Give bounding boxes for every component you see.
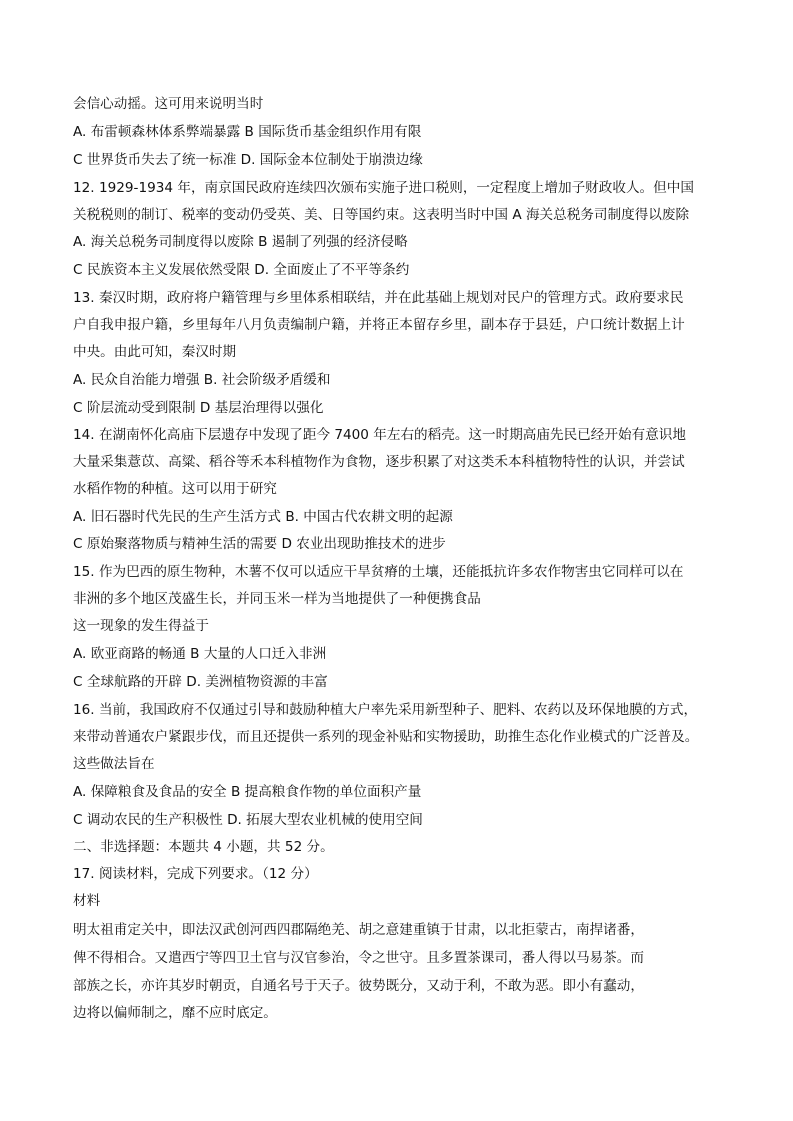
question-15: 15. 作为巴西的原生物种，木薯不仅可以适应干旱贫瘠的土壤，还能抵抗许多农作物害虫它同样可以在 [73,564,684,580]
question-12: 12. 1929-1934 年，南京国民政府连续四次颁布实施子进口税则，一定程度上增加子财政收人。但中国 [73,180,694,196]
option-line: A. 布雷顿森林体系弊端暴露 B 国际货币基金组织作用有限 [73,124,422,140]
text-line: 会信心动摇。这可用来说明当时 [73,96,264,112]
text-line: 水稻作物的种植。这可以用于研究 [73,481,277,497]
text-line: 来带动普通农户紧跟步伐，而且还提供一系列的现金补贴和实物援助，助推生态化作业模式的广泛普及。 [73,729,699,745]
material-label: 材料 [73,893,101,909]
material-text-line: 边将以偏师制之，靡不应时底定。 [73,1005,277,1021]
option-line: C 民族资本主义发展依然受限 D. 全面废止了不平等条约 [73,262,410,278]
text-line: 大量采集薏苡、高粱、稻谷等禾本科植物作为食物，逐步积累了对这类禾本科植物特性的认识，并尝试 [73,454,685,470]
section-heading: 二、非选择题：本题共 4 小题，共 52 分。 [73,839,334,855]
material-text-line: 明太祖甫定关中，即法汉武创河西四郡隔绝羌、胡之意建重镇于甘肃，以北拒蒙古，南捍诸番， [73,922,644,938]
option-line: C 全球航路的开辟 D. 美洲植物资源的丰富 [73,674,328,690]
option-line: A. 保障粮食及食品的安全 B 提高粮食作物的单位面积产量 [73,784,422,800]
question-14: 14. 在湖南怀化高庙下层遗存中发现了距今 7400 年左右的稻壳。这一时期高庙先民已经开始有意识地 [73,427,686,443]
option-line: A. 民众自治能力增强 B. 社会阶级矛盾缓和 [73,372,331,388]
question-17: 17. 阅读材料，完成下列要求。（12 分） [73,866,318,882]
question-13: 13. 秦汉时期，政府将户籍管理与乡里体系相联结，并在此基础上规划对民户的管理方式。政府要求民 [73,290,684,306]
text-line: 这一现象的发生得益于 [73,618,209,634]
material-text-line: 俾不得相合。又遣西宁等四卫土官与汉官参治，令之世守。且多置茶课司，番人得以马易茶。而 [73,950,644,966]
option-line: C 原始聚落物质与精神生活的需要 D 农业出现助推技术的进步 [73,536,446,552]
material-text-line: 部族之长，亦许其岁时朝贡，自通名号于天子。彼势既分，又动于利，不敢为恶。即小有蠢动， [73,978,644,994]
option-line: C 调动农民的生产积极性 D. 拓展大型农业机械的使用空间 [73,812,423,828]
text-line: 非洲的多个地区茂盛生长，并同玉米一样为当地提供了一种便携食品 [73,591,481,607]
option-line: A. 海关总税务司制度得以废除 B 遏制了列强的经济侵略 [73,234,408,250]
option-line: C 世界货币失去了统一标准 D. 国际金本位制处于崩溃边缘 [73,152,423,168]
option-line: A. 旧石器时代先民的生产生活方式 B. 中国古代农耕文明的起源 [73,509,453,525]
question-16: 16. 当前，我国政府不仅通过引导和鼓励种植大户率先采用新型种子、肥料、农药以及环保地膜的方式， [73,702,698,718]
text-line: 户自我申报户籍，乡里每年八月负责编制户籍，并将正本留存乡里，副本存于县廷，户口统计数据上计 [73,317,685,333]
option-line: C 阶层流动受到限制 D 基层治理得以强化 [73,400,324,416]
text-line: 关税税则的制订、税率的变动仍受英、美、日等国约束。这表明当时中国 A 海关总税务司制度得以废除 [73,207,690,223]
text-line: 中央。由此可知，秦汉时期 [73,344,237,360]
option-line: A. 欧亚商路的畅通 B 大量的人口迁入非洲 [73,646,327,662]
text-line: 这些做法旨在 [73,756,155,772]
